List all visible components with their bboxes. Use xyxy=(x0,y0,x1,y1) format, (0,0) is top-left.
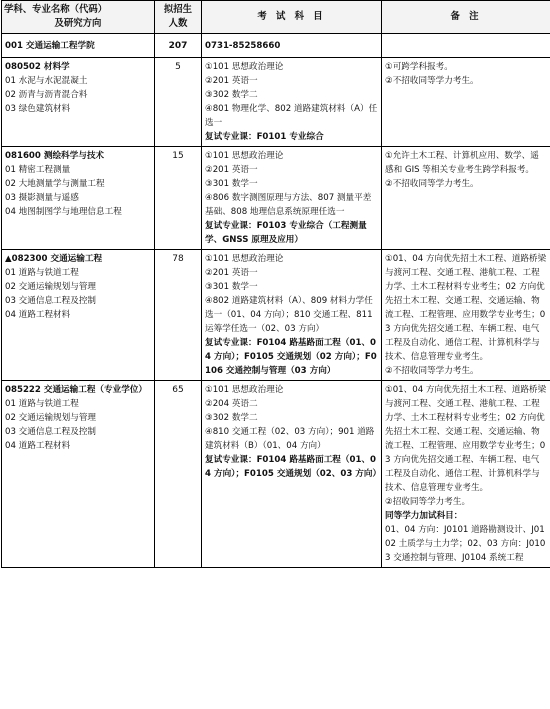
header-row xyxy=(2,1,550,34)
program-count: 5 xyxy=(155,58,202,147)
college-row xyxy=(2,34,550,58)
exam-subject: ②201 英语一 xyxy=(205,76,258,86)
research-direction: 01 水泥与水泥混凝土 xyxy=(5,76,88,86)
header-major xyxy=(2,1,155,34)
note-item: ①01、04 方向优先招土木工程、道路桥梁与渡河工程、交通工程、港航工程、工程力学、土木工程材料专业考生；02 方向优先招土木工程、交通工程、交通运输、物流工程、工程管理、应用数学专业考生；03 方向优先招交通工程、车辆工程、电气工程及自动化、通信工程、计算机科学与技术、信息管理专业考生。 xyxy=(385,385,547,493)
note-item: ②不招收同等学力考生。 xyxy=(385,366,479,376)
note-item: ②不招收同等学力考生。 xyxy=(385,179,479,189)
program-notes-cell xyxy=(382,381,550,568)
retest-subject: 复试专业课：F0101 专业综合 xyxy=(205,132,324,142)
research-direction: 02 大地测量学与测量工程 xyxy=(5,179,105,189)
program-major-cell xyxy=(2,147,155,250)
research-direction: 01 道路与铁道工程 xyxy=(5,399,79,409)
exam-subject: ②201 英语一 xyxy=(205,268,258,278)
research-direction: 02 交通运输规划与管理 xyxy=(5,282,97,292)
exam-subject: ③301 数学一 xyxy=(205,179,258,189)
research-direction: 01 道路与铁道工程 xyxy=(5,268,79,278)
program-count: 78 xyxy=(155,250,202,381)
note-item: ①允许土木工程、计算机应用、数学、遥感和 GIS 等相关专业考生跨学科报考。 xyxy=(385,151,539,175)
research-direction: 03 交通信息工程及控制 xyxy=(5,296,97,306)
program-notes-cell xyxy=(382,250,550,381)
research-direction: 04 地图制图学与地理信息工程 xyxy=(5,207,122,217)
program-title: 080502 材料学 xyxy=(5,62,70,72)
exam-subject: ③302 数学二 xyxy=(205,90,258,100)
program-title: 085222 交通运输工程（专业学位） xyxy=(5,385,147,395)
research-direction: 03 绿色建筑材料 xyxy=(5,104,71,114)
exam-subject: ②201 英语一 xyxy=(205,165,258,175)
research-direction: 02 交通运输规划与管理 xyxy=(5,413,97,423)
header-exams: 考 试 科 目 xyxy=(202,1,382,34)
college-count: 207 xyxy=(155,34,202,58)
program-count: 65 xyxy=(155,381,202,568)
program-major-cell xyxy=(2,381,155,568)
college-phone: 0731-85258660 xyxy=(202,34,382,58)
exam-subject: ②204 英语二 xyxy=(205,399,258,409)
research-direction: 02 沥青与沥青混合料 xyxy=(5,90,88,100)
program-row xyxy=(2,58,550,147)
note-item: ②不招收同等学力考生。 xyxy=(385,76,479,86)
research-direction: 03 摄影测量与遥感 xyxy=(5,193,79,203)
program-exams-cell xyxy=(202,250,382,381)
note-item: 01、04 方向：J0101 道路勘测设计、J0102 土质学与土力学；02、03 方向：J0103 交通控制与管理、J0104 系统工程 xyxy=(385,525,546,563)
program-title: 081600 测绘科学与技术 xyxy=(5,151,105,161)
header-major-line-2: 及研究方向 xyxy=(54,18,102,29)
note-item: ①01、04 方向优先招土木工程、道路桥梁与渡河工程、交通工程、港航工程、工程力学、土木工程材料专业考生；02 方向优先招土木工程、交通工程、交通运输、物流工程、工程管理、应用数学专业考生；03 方向优先招交通工程、车辆工程、电气工程及自动化、通信工程、计算机科学与技术、信息管理专业考生。 xyxy=(385,254,547,362)
header-major-line-1: 学科、专业名称（代码） xyxy=(4,4,108,15)
header-count xyxy=(155,1,202,34)
college-notes xyxy=(382,34,550,58)
research-direction: 01 精密工程测量 xyxy=(5,165,71,175)
header-count-line-1: 拟招生 xyxy=(163,4,193,15)
note-item: ①可跨学科报考。 xyxy=(385,62,453,72)
program-notes-cell xyxy=(382,147,550,250)
note-heading: 同等学力加试科目： xyxy=(385,511,463,521)
exam-subject: ④801 物理化学、802 道路建筑材料（A）任选一 xyxy=(205,104,378,128)
admissions-table xyxy=(1,0,550,568)
program-exams-cell xyxy=(202,58,382,147)
program-row xyxy=(2,147,550,250)
program-title: ▲082300 交通运输工程 xyxy=(5,254,103,264)
program-major-cell xyxy=(2,58,155,147)
program-row xyxy=(2,250,550,381)
exam-subject: ①101 思想政治理论 xyxy=(205,254,284,264)
research-direction: 04 道路工程材料 xyxy=(5,310,71,320)
exam-subject: ④806 数字测图原理与方法、807 测量平差基础、808 地理信息系统原理任选一 xyxy=(205,193,372,217)
note-item: ②招收同等学力考生。 xyxy=(385,497,471,507)
research-direction: 04 道路工程材料 xyxy=(5,441,71,451)
retest-subject: 复试专业课：F0103 专业综合（工程测量学、GNSS 原理及应用） xyxy=(205,221,367,245)
program-exams-cell xyxy=(202,147,382,250)
exam-subject: ③301 数学一 xyxy=(205,282,258,292)
exam-subject: ①101 思想政治理论 xyxy=(205,151,284,161)
program-row xyxy=(2,381,550,568)
exam-subject: ①101 思想政治理论 xyxy=(205,385,284,395)
program-exams-cell xyxy=(202,381,382,568)
retest-subject: 复试专业课：F0104 路基路面工程（01、04 方向）；F0105 交通规划（02 方向）；F0106 交通控制与管理（03 方向） xyxy=(205,338,377,376)
research-direction: 03 交通信息工程及控制 xyxy=(5,427,97,437)
exam-subject: ③302 数学二 xyxy=(205,413,258,423)
program-count: 15 xyxy=(155,147,202,250)
retest-subject: 复试专业课：F0104 路基路面工程（01、04 方向）；F0105 交通规划（02、03 方向） xyxy=(205,455,382,479)
program-notes-cell xyxy=(382,58,550,147)
exam-subject: ④810 交通工程（02、03 方向）；901 道路建筑材料（B）（01、04 方向） xyxy=(205,427,375,451)
header-count-line-2: 人数 xyxy=(168,18,188,29)
exam-subject: ④802 道路建筑材料（A）、809 材料力学任选一（01、04 方向）；810 交通工程、811 运筹学任选一（02、03 方向） xyxy=(205,296,373,334)
exam-subject: ①101 思想政治理论 xyxy=(205,62,284,72)
college-name: 001 交通运输工程学院 xyxy=(2,34,155,58)
program-major-cell xyxy=(2,250,155,381)
header-notes: 备 注 xyxy=(382,1,550,34)
